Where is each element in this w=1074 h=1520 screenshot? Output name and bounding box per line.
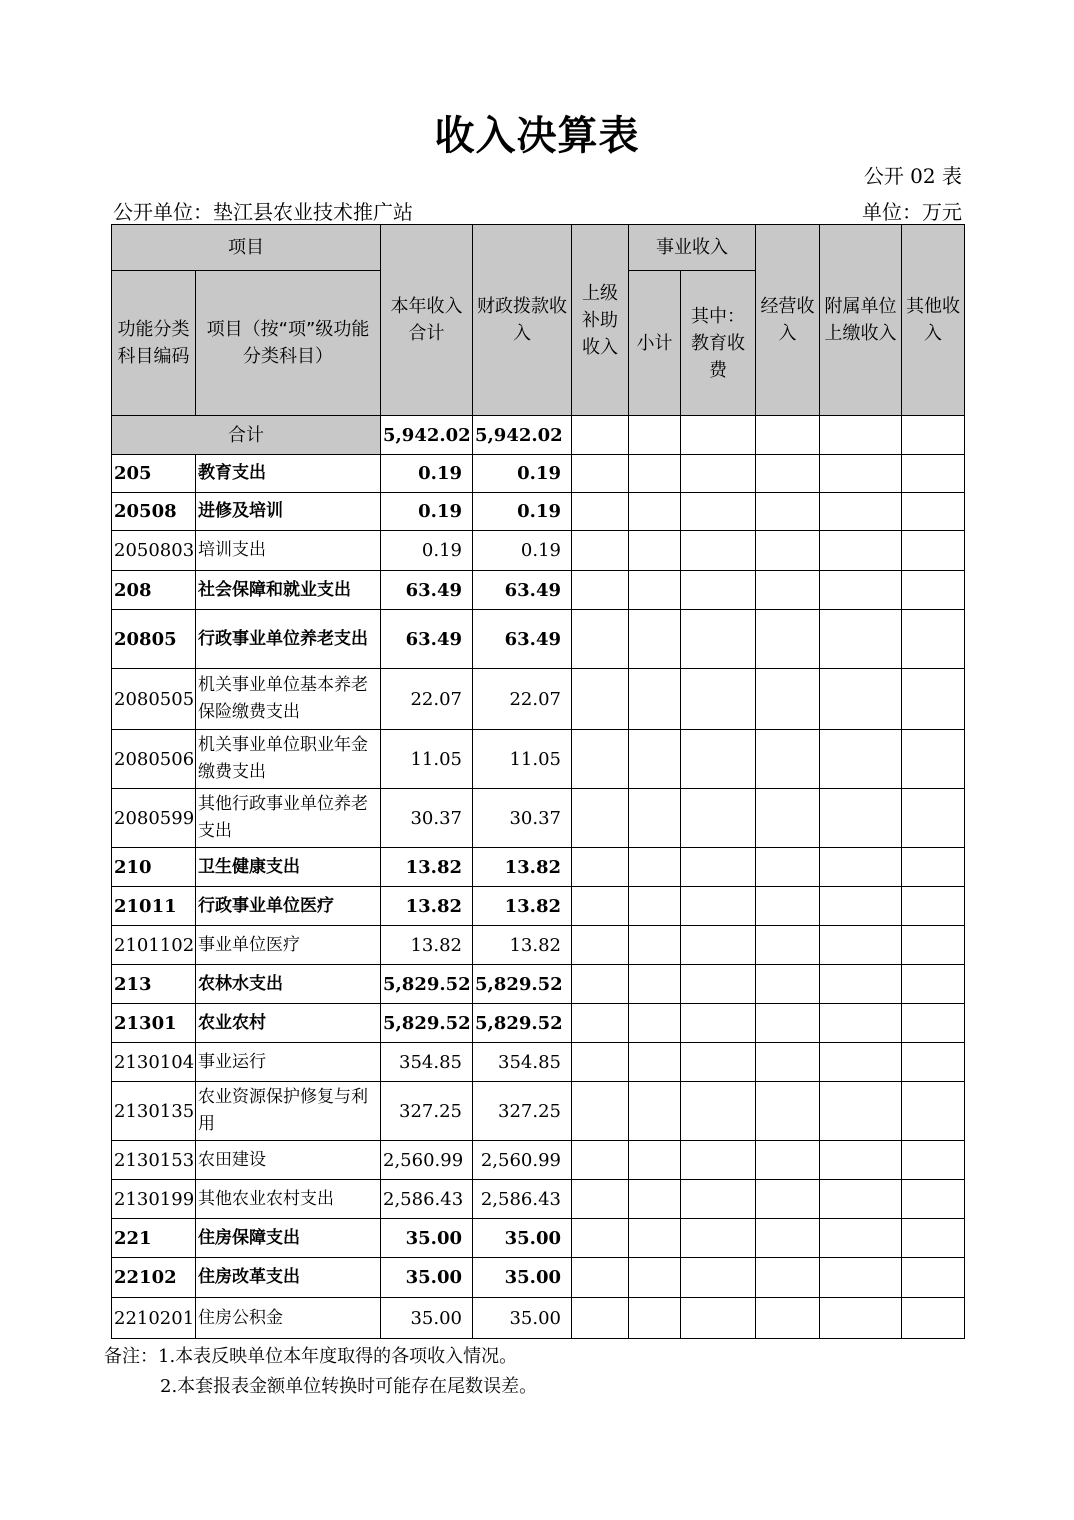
header-subtotal: 小计 (629, 271, 681, 416)
empty-cell (572, 848, 629, 887)
empty-cell (902, 789, 965, 848)
header-affiliated: 附属单位上缴收入 (820, 225, 902, 416)
row-name: 农林水支出 (196, 965, 381, 1004)
empty-cell (820, 1004, 902, 1043)
form-number: 公开 02 表 (863, 164, 962, 188)
empty-cell (572, 610, 629, 669)
empty-cell (756, 493, 820, 531)
row-code: 2101102 (112, 926, 196, 965)
empty-cell (820, 789, 902, 848)
table-row (112, 926, 965, 965)
empty-cell (902, 493, 965, 531)
row-total-income: 22.07 (381, 669, 473, 730)
empty-cell (629, 1258, 681, 1298)
table-row (112, 1082, 965, 1141)
empty-cell (756, 926, 820, 965)
empty-cell (629, 531, 681, 571)
table-row (112, 730, 965, 789)
total-income-value: 5,942.02 (381, 416, 473, 455)
row-fiscal: 327.25 (473, 1082, 572, 1141)
empty-cell (572, 1082, 629, 1141)
empty-cell (902, 669, 965, 730)
row-name: 住房改革支出 (196, 1258, 381, 1298)
empty-cell (820, 571, 902, 610)
row-fiscal: 63.49 (473, 571, 572, 610)
row-fiscal: 0.19 (473, 493, 572, 531)
row-fiscal: 35.00 (473, 1298, 572, 1339)
row-total-income: 13.82 (381, 848, 473, 887)
row-fiscal: 0.19 (473, 531, 572, 571)
row-total-income: 11.05 (381, 730, 473, 789)
empty-cell (572, 965, 629, 1004)
empty-cell (629, 1004, 681, 1043)
row-fiscal: 30.37 (473, 789, 572, 848)
empty-cell (572, 1004, 629, 1043)
row-fiscal: 0.19 (473, 455, 572, 493)
empty-cell (820, 455, 902, 493)
empty-cell (902, 571, 965, 610)
empty-cell (756, 669, 820, 730)
header-code: 功能分类科目编码 (112, 271, 196, 416)
empty-cell (572, 669, 629, 730)
empty-cell (756, 848, 820, 887)
row-total-income: 30.37 (381, 789, 473, 848)
row-name: 其他农业农村支出 (196, 1180, 381, 1219)
table-row (112, 531, 965, 571)
row-fiscal: 35.00 (473, 1219, 572, 1258)
row-name: 住房公积金 (196, 1298, 381, 1339)
empty-cell (756, 1082, 820, 1141)
empty-cell (681, 531, 756, 571)
income-table (111, 224, 965, 1339)
empty-cell (902, 1219, 965, 1258)
table-row (112, 610, 965, 669)
empty-cell (902, 965, 965, 1004)
empty-cell (902, 1298, 965, 1339)
header-career: 事业收入 (629, 225, 756, 271)
row-name: 事业单位医疗 (196, 926, 381, 965)
empty-cell (681, 416, 756, 455)
header-fiscal: 财政拨款收入 (473, 225, 572, 416)
row-total-income: 5,829.52 (381, 1004, 473, 1043)
header-edu-fee: 其中：教育收费 (681, 271, 756, 416)
empty-cell (681, 1004, 756, 1043)
empty-cell (681, 730, 756, 789)
empty-cell (681, 493, 756, 531)
empty-cell (681, 789, 756, 848)
row-total-income: 2,586.43 (381, 1180, 473, 1219)
row-code: 2130153 (112, 1141, 196, 1180)
currency-unit: 单位：万元 (862, 200, 962, 224)
row-name: 培训支出 (196, 531, 381, 571)
row-fiscal: 5,829.52 (473, 965, 572, 1004)
empty-cell (902, 416, 965, 455)
header-subsidy: 上级补助收入 (572, 225, 629, 416)
empty-cell (572, 887, 629, 926)
empty-cell (756, 531, 820, 571)
empty-cell (681, 571, 756, 610)
row-fiscal: 13.82 (473, 887, 572, 926)
row-name: 其他行政事业单位养老支出 (196, 789, 381, 848)
empty-cell (902, 455, 965, 493)
empty-cell (820, 730, 902, 789)
row-name: 农业农村 (196, 1004, 381, 1043)
empty-cell (756, 1141, 820, 1180)
row-total-income: 63.49 (381, 571, 473, 610)
empty-cell (756, 416, 820, 455)
empty-cell (820, 493, 902, 531)
row-total-income: 35.00 (381, 1298, 473, 1339)
table-row (112, 887, 965, 926)
empty-cell (902, 1141, 965, 1180)
row-code: 2210201 (112, 1298, 196, 1339)
page-title: 收入决算表 (434, 113, 640, 159)
empty-cell (572, 531, 629, 571)
row-total-income: 13.82 (381, 926, 473, 965)
row-name: 行政事业单位养老支出 (196, 610, 381, 669)
empty-cell (820, 965, 902, 1004)
row-code: 20805 (112, 610, 196, 669)
empty-cell (820, 1258, 902, 1298)
empty-cell (629, 610, 681, 669)
empty-cell (681, 1258, 756, 1298)
table-row (112, 1298, 965, 1339)
row-total-income: 35.00 (381, 1219, 473, 1258)
empty-cell (572, 1043, 629, 1082)
empty-cell (681, 1180, 756, 1219)
row-name: 社会保障和就业支出 (196, 571, 381, 610)
table-row (112, 1258, 965, 1298)
row-total-income: 0.19 (381, 531, 473, 571)
empty-cell (681, 455, 756, 493)
table-row (112, 1219, 965, 1258)
empty-cell (756, 610, 820, 669)
row-name: 行政事业单位医疗 (196, 887, 381, 926)
empty-cell (756, 730, 820, 789)
table-row (112, 965, 965, 1004)
empty-cell (756, 887, 820, 926)
row-total-income: 327.25 (381, 1082, 473, 1141)
empty-cell (756, 1258, 820, 1298)
empty-cell (629, 848, 681, 887)
empty-cell (820, 848, 902, 887)
empty-cell (629, 571, 681, 610)
empty-cell (820, 887, 902, 926)
empty-cell (902, 887, 965, 926)
row-total-income: 0.19 (381, 493, 473, 531)
note-1: 备注：1.本表反映单位本年度取得的各项收入情况。 (104, 1346, 518, 1367)
empty-cell (820, 1082, 902, 1141)
table-row (112, 1004, 965, 1043)
empty-cell (820, 1219, 902, 1258)
empty-cell (902, 1043, 965, 1082)
empty-cell (820, 1141, 902, 1180)
empty-cell (629, 493, 681, 531)
empty-cell (820, 416, 902, 455)
empty-cell (681, 926, 756, 965)
empty-cell (820, 1298, 902, 1339)
empty-cell (681, 1141, 756, 1180)
empty-cell (681, 1082, 756, 1141)
empty-cell (820, 669, 902, 730)
empty-cell (629, 887, 681, 926)
row-fiscal: 63.49 (473, 610, 572, 669)
table-row (112, 669, 965, 730)
reporting-unit: 公开单位：垫江县农业技术推广站 (113, 200, 413, 224)
empty-cell (902, 926, 965, 965)
row-fiscal: 22.07 (473, 669, 572, 730)
empty-cell (756, 571, 820, 610)
empty-cell (902, 848, 965, 887)
row-code: 21301 (112, 1004, 196, 1043)
empty-cell (902, 1082, 965, 1141)
empty-cell (756, 1043, 820, 1082)
empty-cell (820, 1043, 902, 1082)
total-label: 合计 (112, 416, 381, 455)
empty-cell (681, 610, 756, 669)
row-name: 农田建设 (196, 1141, 381, 1180)
total-fiscal-value: 5,942.02 (473, 416, 572, 455)
row-total-income: 2,560.99 (381, 1141, 473, 1180)
row-code: 2130199 (112, 1180, 196, 1219)
empty-cell (629, 965, 681, 1004)
empty-cell (629, 1219, 681, 1258)
empty-cell (681, 887, 756, 926)
empty-cell (756, 789, 820, 848)
empty-cell (756, 455, 820, 493)
empty-cell (629, 416, 681, 455)
empty-cell (820, 1180, 902, 1219)
row-name: 事业运行 (196, 1043, 381, 1082)
header-name: 项目（按“项”级功能分类科目） (196, 271, 381, 416)
row-fiscal: 2,560.99 (473, 1141, 572, 1180)
empty-cell (629, 789, 681, 848)
table-row (112, 848, 965, 887)
empty-cell (572, 416, 629, 455)
row-code: 2130104 (112, 1043, 196, 1082)
row-fiscal: 35.00 (473, 1258, 572, 1298)
empty-cell (681, 1298, 756, 1339)
table-row (112, 1141, 965, 1180)
empty-cell (902, 1258, 965, 1298)
note-2: 2.本套报表金额单位转换时可能存在尾数误差。 (160, 1376, 538, 1397)
row-name: 农业资源保护修复与利用 (196, 1082, 381, 1141)
empty-cell (572, 571, 629, 610)
empty-cell (572, 1298, 629, 1339)
header-business: 经营收入 (756, 225, 820, 416)
row-code: 205 (112, 455, 196, 493)
row-name: 机关事业单位基本养老保险缴费支出 (196, 669, 381, 730)
empty-cell (902, 610, 965, 669)
row-total-income: 13.82 (381, 887, 473, 926)
row-name: 住房保障支出 (196, 1219, 381, 1258)
empty-cell (572, 1258, 629, 1298)
row-total-income: 354.85 (381, 1043, 473, 1082)
empty-cell (681, 1043, 756, 1082)
empty-cell (572, 455, 629, 493)
empty-cell (629, 1082, 681, 1141)
table-row (112, 789, 965, 848)
row-code: 20508 (112, 493, 196, 531)
empty-cell (572, 730, 629, 789)
table-row (112, 1180, 965, 1219)
empty-cell (572, 493, 629, 531)
row-name: 进修及培训 (196, 493, 381, 531)
header-other: 其他收入 (902, 225, 965, 416)
row-code: 2080506 (112, 730, 196, 789)
row-code: 2050803 (112, 531, 196, 571)
empty-cell (820, 531, 902, 571)
empty-cell (629, 926, 681, 965)
row-code: 221 (112, 1219, 196, 1258)
row-total-income: 63.49 (381, 610, 473, 669)
row-fiscal: 13.82 (473, 848, 572, 887)
row-code: 208 (112, 571, 196, 610)
empty-cell (629, 1043, 681, 1082)
row-fiscal: 11.05 (473, 730, 572, 789)
row-total-income: 35.00 (381, 1258, 473, 1298)
empty-cell (902, 531, 965, 571)
empty-cell (756, 1219, 820, 1258)
table-row (112, 571, 965, 610)
row-name: 教育支出 (196, 455, 381, 493)
empty-cell (572, 789, 629, 848)
empty-cell (756, 1004, 820, 1043)
row-code: 21011 (112, 887, 196, 926)
row-name: 卫生健康支出 (196, 848, 381, 887)
row-total-income: 0.19 (381, 455, 473, 493)
header-total-income: 本年收入合计 (381, 225, 473, 416)
table-row (112, 1043, 965, 1082)
empty-cell (681, 1219, 756, 1258)
empty-cell (820, 926, 902, 965)
total-row (112, 416, 965, 455)
row-code: 2130135 (112, 1082, 196, 1141)
empty-cell (902, 1004, 965, 1043)
empty-cell (572, 1141, 629, 1180)
row-name: 机关事业单位职业年金缴费支出 (196, 730, 381, 789)
empty-cell (572, 1180, 629, 1219)
notes (104, 1342, 537, 1402)
row-code: 2080505 (112, 669, 196, 730)
row-code: 213 (112, 965, 196, 1004)
row-total-income: 5,829.52 (381, 965, 473, 1004)
empty-cell (629, 1298, 681, 1339)
row-code: 2080599 (112, 789, 196, 848)
empty-cell (681, 848, 756, 887)
table-row (112, 455, 965, 493)
row-fiscal: 13.82 (473, 926, 572, 965)
empty-cell (572, 926, 629, 965)
empty-cell (629, 1180, 681, 1219)
empty-cell (629, 730, 681, 789)
header-item: 项目 (112, 225, 381, 271)
row-fiscal: 354.85 (473, 1043, 572, 1082)
table-row (112, 493, 965, 531)
empty-cell (820, 610, 902, 669)
empty-cell (629, 455, 681, 493)
row-code: 210 (112, 848, 196, 887)
empty-cell (629, 1141, 681, 1180)
row-code: 22102 (112, 1258, 196, 1298)
empty-cell (902, 1180, 965, 1219)
empty-cell (681, 669, 756, 730)
empty-cell (681, 965, 756, 1004)
empty-cell (756, 1298, 820, 1339)
empty-cell (756, 1180, 820, 1219)
row-fiscal: 2,586.43 (473, 1180, 572, 1219)
empty-cell (902, 730, 965, 789)
empty-cell (756, 965, 820, 1004)
empty-cell (572, 1219, 629, 1258)
empty-cell (629, 669, 681, 730)
row-fiscal: 5,829.52 (473, 1004, 572, 1043)
